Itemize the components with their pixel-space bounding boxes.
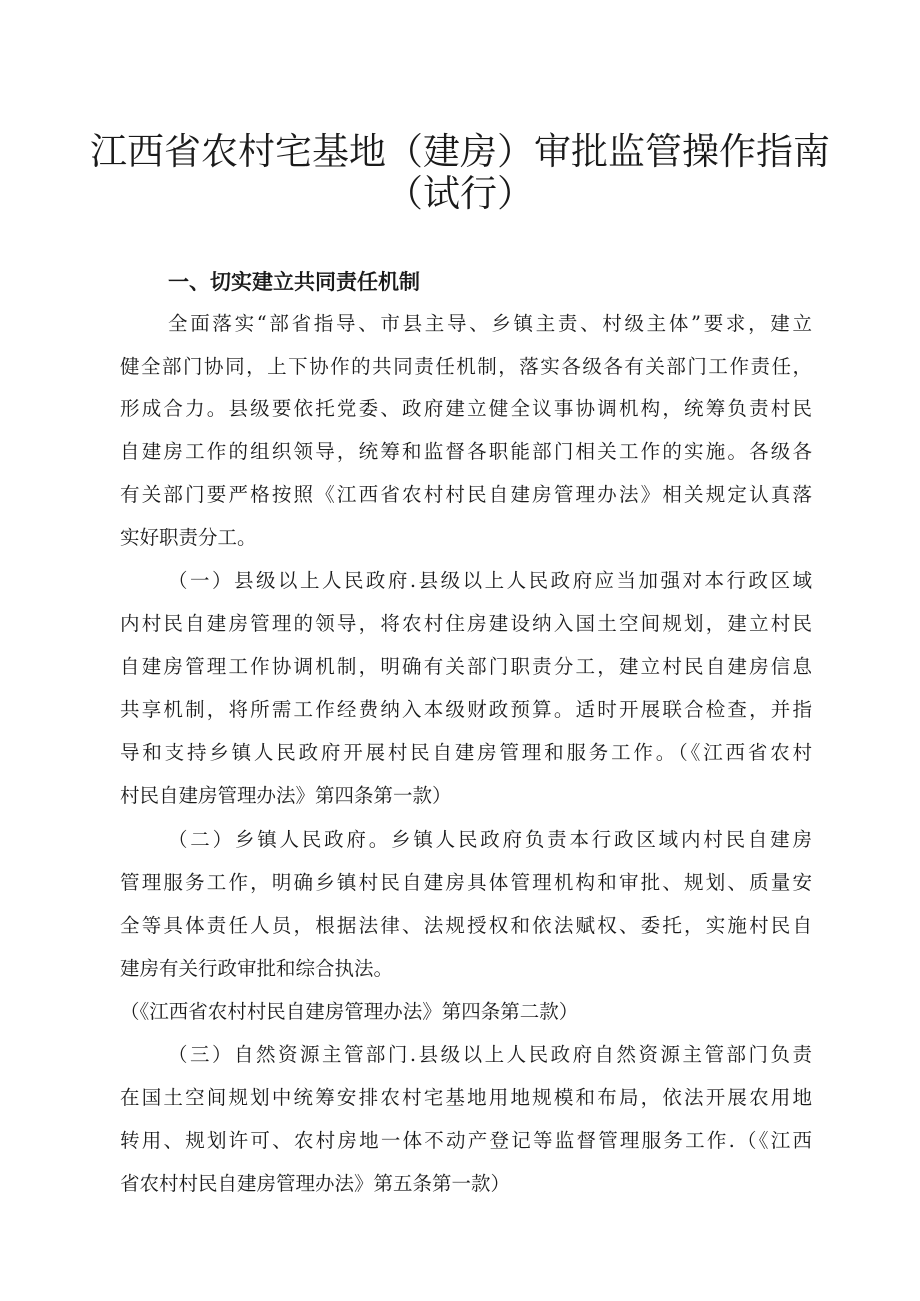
paragraph-line: 实好职责分工。: [120, 526, 257, 549]
paragraph-line: （《江西省农村村民自建房管理办法》第四条第二款）: [120, 1000, 579, 1023]
paragraph-line: 在国土空间规划中统筹安排农村宅基地用地规模和布局，依法开展农用地: [120, 1086, 812, 1109]
paragraph-line: 形成合力。县级要依托党委、政府建立健全议事协调机构，统筹负责村民: [120, 397, 812, 420]
document-title: 江西省农村宅基地（建房）审批监管操作指南: [90, 130, 830, 173]
paragraph-line: 自建房工作的组织领导，统筹和监督各职能部门相关工作的实施。各级各: [120, 440, 812, 463]
paragraph-line: 共享机制，将所需工作经费纳入本级财政预算。适时开展联合检查，并指: [120, 698, 812, 721]
paragraph-line: 导和支持乡镇人民政府开展村民自建房管理和服务工作。（《江西省农村: [120, 741, 812, 764]
paragraph-line: （三）自然资源主管部门.县级以上人民政府自然资源主管部门负责: [168, 1043, 812, 1066]
paragraph-line: 村民自建房管理办法》第四条第一款）: [120, 784, 452, 807]
paragraph-line: 自建房管理工作协调机制，明确有关部门职责分工，建立村民自建房信息: [120, 655, 812, 678]
paragraph-line: （二）乡镇人民政府。乡镇人民政府负责本行政区域内村民自建房: [168, 828, 812, 851]
paragraph-line: 全面落实“部省指导、市县主导、乡镇主责、村级主体”要求，建立: [168, 312, 812, 335]
section-heading: 一、切实建立共同责任机制: [168, 270, 420, 294]
paragraph-line: 全等具体责任人员，根据法律、法规授权和依法赋权、委托，实施村民自: [120, 914, 812, 937]
paragraph-line: 管理服务工作，明确乡镇村民自建房具体管理机构和审批、规划、质量安: [120, 871, 812, 894]
paragraph-line: 健全部门协同，上下协作的共同责任机制，落实各级各有关部门工作责任，: [120, 355, 812, 378]
paragraph-line: 建房有关行政审批和综合执法。: [120, 957, 394, 980]
paragraph-line: 省农村村民自建房管理办法》第五条第一款）: [120, 1172, 511, 1195]
paragraph-line: 有关部门要严格按照《江西省农村村民自建房管理办法》相关规定认真落: [120, 483, 812, 506]
paragraph-line: （一）县级以上人民政府.县级以上人民政府应当加强对本行政区域: [168, 569, 812, 592]
paragraph-line: 内村民自建房管理的领导，将农村住房建设纳入国土空间规划，建立村民: [120, 612, 812, 635]
document-subtitle: （试行）: [386, 172, 534, 215]
paragraph-line: 转用、规划许可、农村房地一体不动产登记等监督管理服务工作.（《江西: [120, 1129, 812, 1152]
